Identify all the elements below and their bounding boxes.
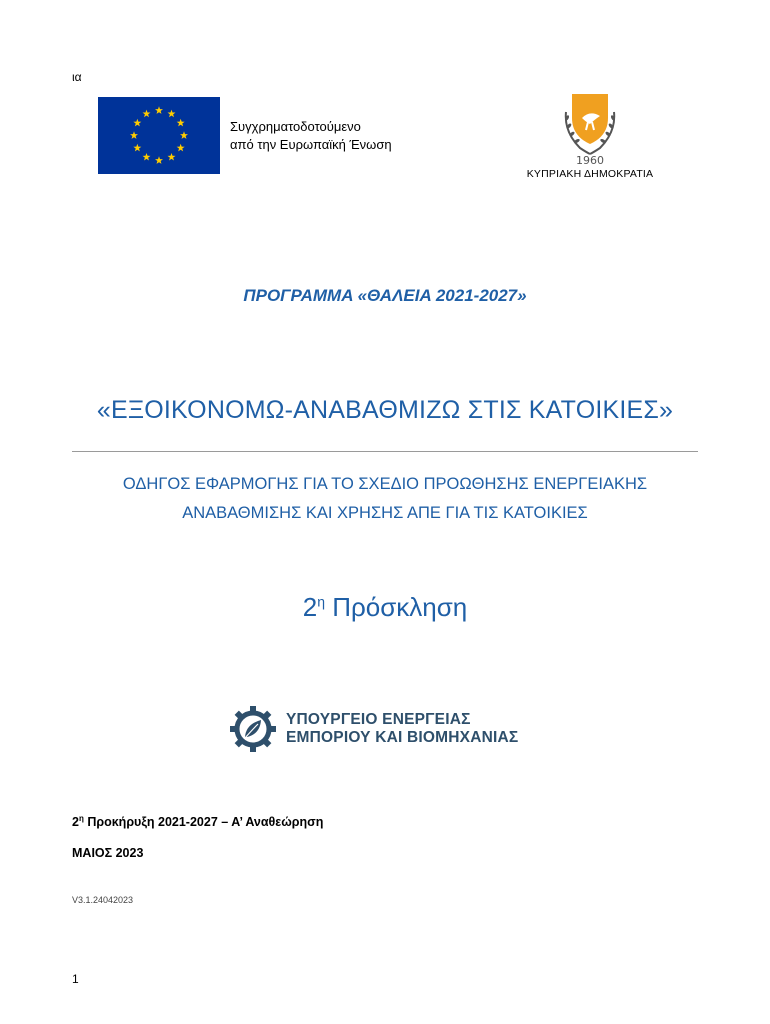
document-title: «ΕΞΟΙΚΟΝΟΜΩ-ΑΝΑΒΑΘΜΙΖΩ ΣΤΙΣ ΚΑΤΟΙΚΙΕΣ» xyxy=(96,396,674,424)
corner-mark: ια xyxy=(72,70,82,84)
cyprus-republic-logo xyxy=(505,88,675,180)
notice-ordinal: η xyxy=(78,814,84,823)
invitation-ordinal: η xyxy=(317,593,325,610)
invitation-number: 2 xyxy=(302,592,318,622)
eu-cofunding-text xyxy=(230,118,392,154)
publication-date: ΜΑΙΟΣ 2023 xyxy=(72,846,144,860)
ministry-line2: ΕΜΠΟΡΙΟΥ ΚΑΙ ΒΙΟΜΗΧΑΝΙΑΣ xyxy=(286,729,519,746)
version-code: V3.1.24042023 xyxy=(72,895,134,905)
eu-text-line2: από την Ευρωπαϊκή Ένωση xyxy=(230,136,392,152)
ministry-logo xyxy=(228,704,518,754)
ministry-line1: ΥΠΟΥΡΓΕΙΟ ΕΝΕΡΓΕΙΑΣ xyxy=(286,711,471,728)
svg-text:1960: 1960 xyxy=(576,154,604,167)
gear-leaf-icon xyxy=(228,704,278,754)
program-title: ΠΡΟΓΡΑΜΜΑ «ΘΑΛΕΙΑ 2021-2027» xyxy=(243,286,527,305)
eu-text-line1: Συγχρηματοδοτούμενο xyxy=(230,118,361,134)
subtitle-line1: ΟΔΗΓΟΣ ΕΦΑΡΜΟΓΗΣ ΓΙΑ ΤΟ ΣΧΕΔΙΟ ΠΡΟΩΘΗΣΗΣ ΕΝΕΡΓΕΙΑΚΗΣ xyxy=(122,475,648,493)
notice-text: Προκήρυξη 2021-2027 – Α’ Αναθεώρηση xyxy=(83,815,324,830)
eu-flag-icon xyxy=(98,97,220,174)
cyprus-republic-label: ΚΥΠΡΙΑΚΗ ΔΗΜΟΚΡΑΤΙΑ xyxy=(526,168,654,180)
ministry-name xyxy=(286,711,518,747)
eu-cofunding-logo xyxy=(98,97,392,174)
document-subtitle xyxy=(60,470,710,528)
invitation-heading xyxy=(0,592,770,623)
notice-revision xyxy=(72,814,323,829)
title-divider xyxy=(72,451,698,452)
page-number: 1 xyxy=(72,972,79,986)
cyprus-emblem-icon xyxy=(550,88,630,168)
notice-number: 2 xyxy=(72,815,79,830)
subtitle-line2: ΑΝΑΒΑΘΜΙΣΗΣ ΚΑΙ ΧΡΗΣΗΣ ΑΠΕ ΓΙΑ ΤΙΣ ΚΑΤΟΙΚΙΕΣ xyxy=(182,504,588,522)
invitation-word: Πρόσκληση xyxy=(325,592,468,622)
